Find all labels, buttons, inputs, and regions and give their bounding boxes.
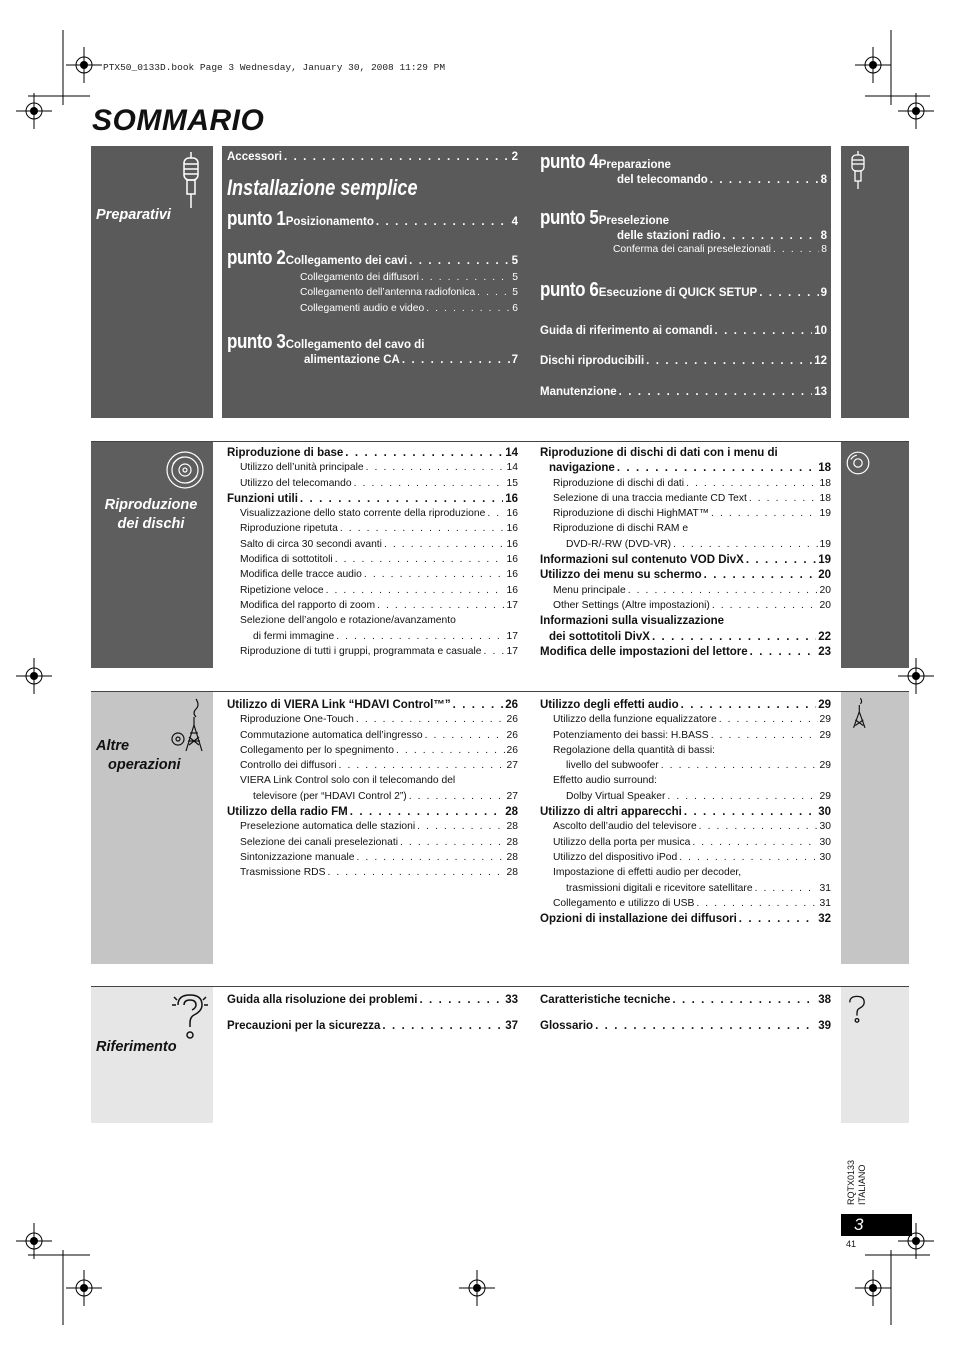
entry-page: 18: [819, 492, 831, 504]
entry-page: 14: [506, 462, 518, 474]
toc-subentry[interactable]: [227, 821, 518, 836]
entry-title: Dolby Virtual Speaker: [566, 790, 666, 802]
toc-subentry[interactable]: [540, 508, 831, 523]
entry-title: Other Settings (Altre impostazioni): [553, 599, 710, 611]
entry-title: Collegamento per lo spegnimento: [240, 744, 394, 756]
toc-subentry[interactable]: Collegamento dell’antenna radiofonica . . . 5: [300, 287, 518, 302]
punto-number: punto 3: [227, 331, 286, 353]
question-icon: [845, 994, 869, 1029]
entry-page: 30: [819, 821, 831, 833]
toc-entry-guida[interactable]: Guida di riferimento ai comandi . . . 10: [540, 325, 827, 340]
entry-page: 15: [506, 477, 518, 489]
toc-subentry[interactable]: [227, 523, 518, 538]
toc-subentry[interactable]: [540, 493, 831, 508]
entry-title: VIERA Link Control solo con il telecomando del: [240, 775, 456, 787]
entry-title: Selezione di una traccia mediante CD Text: [553, 492, 747, 504]
toc-subentry[interactable]: [540, 745, 831, 760]
entry-page: 27: [506, 790, 518, 802]
entry-page: 29: [819, 790, 831, 802]
toc-subentry[interactable]: [540, 775, 831, 790]
entry-title: di fermi immagine: [253, 630, 335, 642]
entry-page: 20: [819, 584, 831, 596]
toc-subentry[interactable]: [227, 585, 518, 600]
entry-title: Potenziamento dei bassi: H.BASS: [553, 729, 709, 741]
antenna-icon: [168, 697, 208, 758]
section-divider: [91, 691, 909, 692]
registration-mark-icon: [66, 1270, 102, 1306]
entry-page: 29: [818, 699, 831, 711]
entry-page: 16: [506, 584, 518, 596]
entry-page: 22: [818, 630, 831, 643]
entry-title: Ascolto dell’audio del televisore: [553, 821, 697, 833]
toc-entry-manutenzione[interactable]: Manutenzione . . . 13: [540, 386, 827, 401]
entry-page: 29: [819, 760, 831, 772]
entry-page: 14: [505, 447, 518, 459]
registration-mark-icon: [898, 93, 934, 129]
disc-icon: [846, 451, 870, 480]
entry-page: 29: [819, 729, 831, 741]
toc-entry[interactable]: [227, 699, 518, 714]
entry-title: Riproduzione di dischi HighMAT™: [553, 508, 710, 520]
entry-page: 30: [818, 806, 831, 819]
entry-title: Utilizzo dei menu su schermo: [540, 569, 702, 582]
entry-title: Riproduzione ripetuta: [240, 523, 338, 535]
toc-entry[interactable]: [540, 615, 831, 630]
toc-entry-punto-6[interactable]: [540, 279, 827, 302]
section-label-altre: Altre operazioni: [96, 738, 181, 773]
registration-mark-icon: [66, 47, 102, 83]
entry-title: Sintonizzazione manuale: [240, 851, 355, 863]
toc-subentry[interactable]: [227, 539, 518, 554]
entry-page: 16: [506, 523, 518, 535]
entry-title: Utilizzo del dispositivo iPod: [553, 851, 678, 863]
entry-page: 26: [506, 714, 518, 726]
entry-title: Riproduzione One-Touch: [240, 714, 354, 726]
toc-entry[interactable]: [540, 462, 831, 477]
entry-title: Collegamento dei cavi: [285, 255, 408, 267]
toc-subentry[interactable]: [540, 760, 831, 775]
toc-entry[interactable]: Precauzioni per la sicurezza . . . 37: [227, 1020, 518, 1035]
entry-page: 31: [819, 897, 831, 909]
entry-title: Effetto audio surround:: [553, 775, 657, 787]
toc-subentry[interactable]: [227, 508, 518, 523]
toc-subentry[interactable]: [540, 714, 831, 729]
document-code: RQTX0133 ITALIANO: [846, 1159, 867, 1205]
entry-page: 19: [818, 554, 831, 567]
entry-title: livello del subwoofer: [566, 760, 659, 772]
entry-page: 28: [506, 867, 518, 879]
registration-mark-icon: [16, 93, 52, 129]
toc-subentry[interactable]: [540, 791, 831, 806]
entry-page: 17: [506, 645, 518, 657]
entry-title-cont: del telecomando: [617, 174, 708, 186]
toc-entry[interactable]: [540, 569, 831, 584]
question-icon: [170, 991, 210, 1046]
altre-left-column: [227, 699, 518, 883]
entry-title: Modifica delle impostazioni del lettore: [540, 645, 748, 658]
entry-title: Commutazione automatica dell’ingresso: [240, 729, 423, 741]
toc-entry[interactable]: [227, 806, 518, 821]
punto-number: punto 6: [540, 279, 599, 301]
section-divider: [91, 986, 909, 987]
book-header-line: PTX50_0133D.book Page 3 Wednesday, January 30, 2008 11:29 PM: [103, 62, 446, 73]
registration-mark-icon: [16, 1223, 52, 1259]
toc-subentry[interactable]: Conferma dei canali preselezionati . . . 8: [540, 244, 827, 255]
toc-subentry[interactable]: [227, 775, 518, 790]
riferimento-right-column: [540, 994, 831, 1036]
entry-page: 16: [506, 554, 518, 566]
toc-subentry[interactable]: [227, 631, 518, 646]
toc-entry-accessori[interactable]: [227, 151, 518, 166]
toc-entry-punto-4[interactable]: [540, 151, 827, 186]
entry-page: 5: [511, 255, 518, 267]
page-title: SOMMARIO: [92, 104, 265, 137]
plug-icon: [848, 150, 868, 195]
entry-page: 8: [820, 230, 827, 242]
entry-title: Riproduzione di base: [227, 447, 344, 459]
entry-title: Esecuzione di QUICK SETUP: [598, 287, 758, 299]
antenna-icon: [845, 697, 869, 734]
section-label-preparativi: Preparativi: [96, 207, 171, 223]
entry-page: 26: [505, 699, 518, 711]
entry-page: 4: [511, 216, 518, 228]
entry-title: Modifica di sottotitoli: [240, 554, 333, 566]
entry-title: Accessori: [227, 151, 282, 163]
entry-title: Opzioni di installazione dei diffusori: [540, 913, 737, 926]
entry-title: Utilizzo di altri apparecchi: [540, 806, 682, 819]
riferimento-left-column: [227, 994, 518, 1036]
entry-title: Ripetizione veloce: [240, 584, 324, 596]
entry-title: Riproduzione di tutti i gruppi, programmata e casuale: [240, 645, 482, 657]
entry-title: Regolazione della quantità di bassi:: [553, 744, 716, 756]
toc-subentry[interactable]: [227, 867, 518, 882]
entry-page: 9: [820, 287, 827, 299]
toc-subentry[interactable]: [227, 569, 518, 584]
toc-entry[interactable]: [540, 913, 831, 928]
plug-icon: [176, 150, 206, 215]
toc-subentry[interactable]: [540, 837, 831, 852]
entry-page: 29: [819, 714, 831, 726]
toc-entry-punto-2[interactable]: [227, 247, 518, 270]
entry-page: 32: [818, 913, 831, 926]
sheet-number: 41: [846, 1239, 857, 1249]
disc-icon: [165, 450, 205, 495]
toc-subentry[interactable]: [227, 478, 518, 493]
entry-title: Utilizzo della porta per musica: [553, 836, 691, 848]
toc-subentry[interactable]: [540, 523, 831, 538]
entry-title: televisore (per “HDAVI Control 2”): [253, 790, 407, 802]
toc-subentry[interactable]: Collegamento dei diffusori . . . 5: [300, 272, 518, 287]
registration-mark-icon: [459, 1270, 495, 1306]
registration-mark-icon: [16, 658, 52, 694]
entry-title: Preparazione: [598, 159, 671, 171]
entry-title: Controllo dei diffusori: [240, 760, 337, 772]
section-divider: [91, 441, 909, 442]
entry-page: 16: [506, 538, 518, 550]
toc-subentry[interactable]: [227, 852, 518, 867]
entry-title: Trasmissione RDS: [240, 867, 326, 879]
toc-subentry[interactable]: [227, 714, 518, 729]
entry-title: Utilizzo della funzione equalizzatore: [553, 714, 717, 726]
punto-number: punto 1: [227, 208, 286, 230]
riproduzione-right-column: [540, 447, 831, 661]
entry-title: Posizionamento: [285, 216, 374, 228]
altre-right-column: [540, 699, 831, 928]
entry-title: Preselezione: [598, 215, 670, 227]
entry-page: 28: [505, 806, 518, 819]
entry-page: 16: [506, 508, 518, 520]
toc-subentry[interactable]: [227, 745, 518, 760]
entry-title: Modifica del rapporto di zoom: [240, 599, 376, 611]
entry-page: 28: [506, 836, 518, 848]
entry-page: 20: [818, 569, 831, 582]
entry-title: Utilizzo della radio FM: [227, 806, 348, 819]
entry-page: 16: [505, 492, 518, 505]
toc-entry[interactable]: Guida alla risoluzione dei problemi . . . 33: [227, 994, 518, 1009]
riproduzione-left-column: [227, 447, 518, 661]
toc-entry-punto-3[interactable]: [227, 331, 518, 366]
toc-entry[interactable]: [540, 699, 831, 714]
toc-subentry[interactable]: [540, 730, 831, 745]
registration-mark-icon: [855, 1270, 891, 1306]
toc-subentry[interactable]: [540, 867, 831, 882]
toc-entry-dischi[interactable]: Dischi riproducibili . . . 12: [540, 355, 827, 370]
toc-subentry[interactable]: [540, 821, 831, 836]
toc-subentry[interactable]: [227, 615, 518, 630]
entry-page: 8: [820, 174, 827, 186]
section-label-riferimento: Riferimento: [96, 1039, 177, 1055]
entry-page: 2: [511, 151, 518, 163]
entry-title: Utilizzo degli effetti audio: [540, 699, 679, 711]
entry-title: navigazione: [549, 462, 615, 475]
entry-page: 17: [506, 599, 518, 611]
entry-title: Selezione dell’angolo e rotazione/avanzamento: [240, 615, 456, 627]
entry-title: Menu principale: [553, 584, 626, 596]
section-label-riproduzione: Riproduzione dei dischi: [104, 497, 198, 532]
entry-page: 18: [819, 477, 831, 489]
entry-title: Funzioni utili: [227, 492, 298, 505]
entry-page: 28: [506, 821, 518, 833]
entry-title: trasmissioni digitali e ricevitore satellitare: [566, 882, 753, 894]
toc-entry[interactable]: [540, 554, 831, 569]
entry-title: Riproduzione di dischi di dati con i menu di: [540, 447, 778, 459]
toc-subentry[interactable]: [540, 852, 831, 867]
toc-entry[interactable]: [540, 631, 831, 646]
toc-subentry[interactable]: [227, 760, 518, 775]
entry-page: 19: [819, 508, 831, 520]
entry-page: 20: [819, 599, 831, 611]
page-number-box: [841, 1214, 912, 1236]
installazione-semplice-heading: Installazione semplice: [227, 175, 418, 200]
entry-title: Riproduzione di dischi di dati: [553, 477, 685, 489]
entry-page: 26: [506, 744, 518, 756]
toc-subentry[interactable]: [540, 478, 831, 493]
entry-title: Informazioni sul contenuto VOD DivX: [540, 554, 744, 567]
entry-title-cont: alimentazione CA: [304, 354, 400, 366]
toc-subentry[interactable]: [227, 462, 518, 477]
entry-page: 27: [506, 760, 518, 772]
entry-title: Preselezione automatica delle stazioni: [240, 821, 416, 833]
toc-entry-punto-1[interactable]: [227, 208, 518, 231]
toc-subentry[interactable]: [227, 837, 518, 852]
toc-entry[interactable]: [540, 646, 831, 661]
toc-subentry[interactable]: [227, 730, 518, 745]
punto-number: punto 5: [540, 207, 599, 229]
punto-number: punto 2: [227, 247, 286, 269]
entry-title: Modifica delle tracce audio: [240, 569, 362, 581]
toc-subentry[interactable]: Collegamenti audio e video . . . 6: [300, 303, 518, 318]
toc-entry-punto-5[interactable]: [540, 207, 827, 255]
toc-entry[interactable]: Glossario . . . 39: [540, 1020, 831, 1035]
entry-title: Impostazione di effetti audio per decoder,: [553, 867, 742, 879]
entry-page: 23: [818, 645, 831, 658]
toc-subentry[interactable]: [540, 585, 831, 600]
entry-title: Collegamento e utilizzo di USB: [553, 897, 695, 909]
toc-entry[interactable]: [540, 806, 831, 821]
toc-subentry[interactable]: [227, 600, 518, 615]
entry-page: 26: [506, 729, 518, 741]
entry-title-cont: delle stazioni radio: [617, 230, 721, 242]
toc-subentry[interactable]: [540, 898, 831, 913]
entry-title: dei sottotitoli DivX: [549, 630, 650, 643]
entry-title: Collegamento del cavo di: [285, 339, 425, 351]
toc-entry[interactable]: [227, 447, 518, 462]
toc-subentry[interactable]: [227, 554, 518, 569]
entry-page: 17: [506, 630, 518, 642]
toc-subentry[interactable]: [540, 883, 831, 898]
page-number: 3: [854, 1215, 864, 1234]
entry-page: 31: [819, 882, 831, 894]
entry-title: Utilizzo di VIERA Link “HDAVI Control™”: [227, 699, 451, 711]
entry-title: Visualizzazione dello stato corrente della riproduzione: [240, 508, 486, 520]
entry-title: DVD-R/-RW (DVD-VR): [566, 538, 672, 550]
registration-mark-icon: [855, 47, 891, 83]
entry-page: 30: [819, 851, 831, 863]
toc-entry[interactable]: [227, 493, 518, 508]
entry-page: 30: [819, 836, 831, 848]
entry-title: Informazioni sulla visualizzazione: [540, 615, 725, 628]
entry-page: 28: [506, 851, 518, 863]
punto-number: punto 4: [540, 151, 599, 173]
entry-title: Utilizzo del telecomando: [240, 477, 352, 489]
toc-subentry[interactable]: [227, 646, 518, 661]
toc-subentry[interactable]: [227, 791, 518, 806]
entry-title: Utilizzo dell’unità principale: [240, 462, 364, 474]
punto-2-subentries: [300, 272, 518, 318]
entry-page: 19: [819, 538, 831, 550]
toc-entry[interactable]: Caratteristiche tecniche . . . 38: [540, 994, 831, 1009]
toc-subentry[interactable]: [540, 600, 831, 615]
entry-page: 7: [511, 354, 518, 366]
entry-page: 18: [818, 462, 831, 475]
entry-title: Salto di circa 30 secondi avanti: [240, 538, 382, 550]
entry-title: Riproduzione di dischi RAM e: [553, 523, 689, 535]
entry-page: 16: [506, 569, 518, 581]
toc-subentry[interactable]: [540, 539, 831, 554]
toc-entry[interactable]: [540, 447, 831, 462]
entry-title: Selezione dei canali preselezionati: [240, 836, 398, 848]
